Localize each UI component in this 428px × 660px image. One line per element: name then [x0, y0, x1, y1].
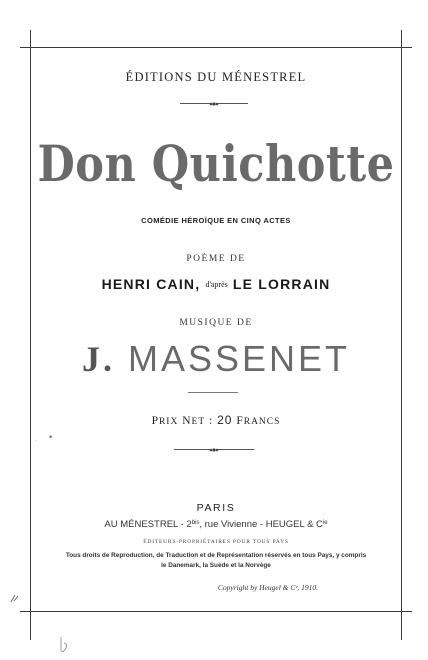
imprint-copyright: Copyright by Heugel & Cᵉ, 1910.	[217, 583, 318, 592]
imprint-address: AU MÉNESTREL - $2^{bis}$, rue Vivienne - HEUGEL & $C^{ie}$	[104, 519, 328, 530]
rights-line-1: Tous droits de Reproduction, de Traduction et de Représentation réservés en tous Pays, y compris	[65, 552, 367, 559]
stray-mark-small: ·	[35, 438, 37, 444]
librettist-first: HENRI CAIN,	[101, 276, 201, 292]
composer-initial: J.	[81, 339, 115, 379]
poem-label: POÈME DE	[186, 254, 246, 264]
frame-top-line	[20, 47, 412, 48]
price-line: PRIX NET : 20 FRANCS	[151, 413, 281, 427]
composer-surname: MASSENET	[127, 338, 351, 379]
ornament-divider-top	[180, 100, 248, 108]
rights-line-2: le Danemark, la Suède et la Norvège	[161, 562, 271, 569]
opera-subtitle: COMÉDIE HÉROÏQUE EN CINQ ACTES	[141, 216, 291, 225]
librettists	[30, 276, 402, 292]
ornament-divider-middle	[174, 446, 254, 454]
ornament-flourish-icon	[209, 446, 219, 454]
imprint-city: PARIS	[196, 502, 236, 514]
rule-under-composer	[188, 392, 238, 393]
frame-right-line	[401, 30, 402, 640]
frame-bottom-line	[20, 611, 412, 612]
ornament-flourish-icon	[209, 100, 219, 108]
music-label: MUSIQUE DE	[179, 318, 253, 328]
librettist-connector: d'après	[205, 280, 228, 289]
imprint-editors: ÉDITEURS-PROPRIÉTAIRES POUR TOUS PAYS	[143, 539, 289, 545]
price-amount: 20	[217, 413, 233, 427]
stray-mark-scribble	[9, 592, 21, 604]
stray-mark-dot: •	[49, 432, 53, 442]
opera-title: Don Quichotte	[37, 136, 395, 194]
frame-left-line	[30, 30, 31, 640]
composer-name	[30, 338, 402, 380]
librettist-second: LE LORRAIN	[232, 276, 331, 292]
stray-mark-pencil	[58, 636, 72, 654]
publisher-header: ÉDITIONS DU MÉNESTREL	[125, 70, 307, 84]
imprint-rights	[30, 551, 402, 571]
